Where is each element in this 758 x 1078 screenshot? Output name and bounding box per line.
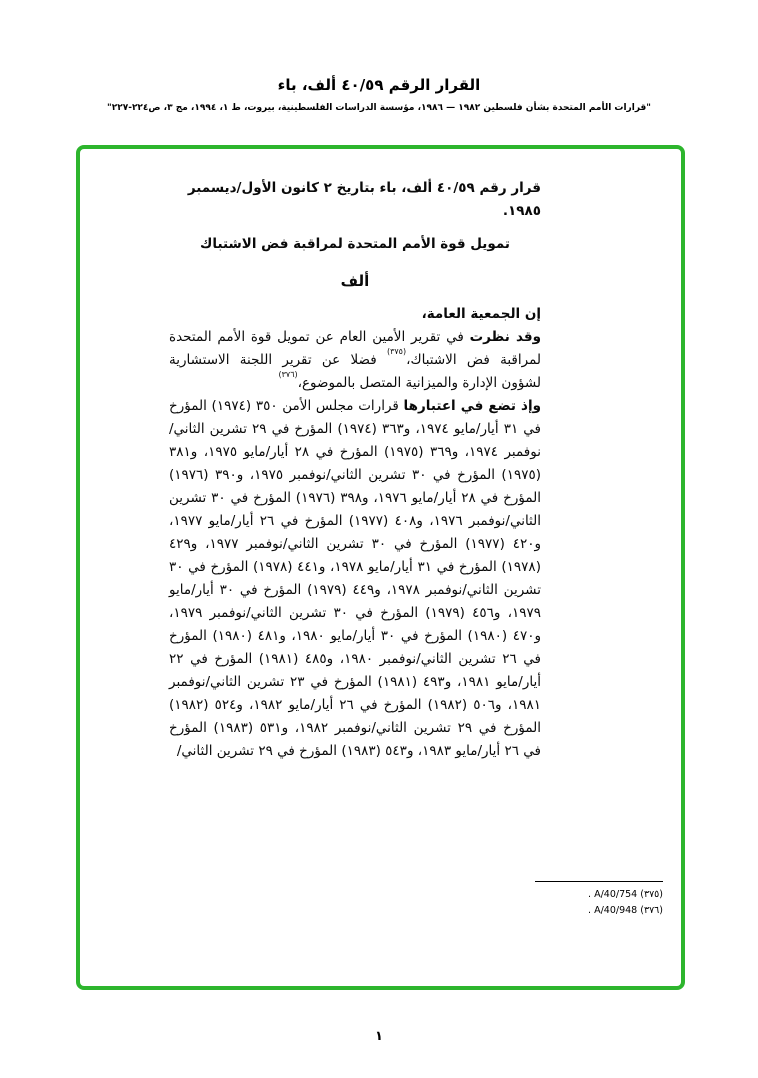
- resolution-subject: تمويل قوة الأمم المتحدة لمراقبة فض الاشتباك: [200, 236, 510, 252]
- footnote-marker: (٣٧٦): [640, 905, 663, 916]
- footnote-ref-375: (٣٧٥): [386, 346, 407, 356]
- resolution-heading: قرار رقم ٤٠/٥٩ ألف، باء بتاريخ ٢ كانون الأول/ديسمبر ١٩٨٥.: [187, 180, 541, 219]
- paragraph-lead-bearing: وإذ تضع في اعتبارها: [403, 398, 542, 414]
- section-label-alef: ألف: [340, 272, 370, 290]
- paragraph-text-b: فضلا عن تقرير اللجنة الاستشارية لشؤون الإدارة والميزانية المتصل بالموضوع،: [169, 352, 541, 391]
- footnotes-block: [503, 881, 663, 919]
- footnote-document-symbol: A/40/948: [594, 905, 638, 916]
- source-citation: "قرارات الأمم المتحدة بشأن فلسطين ١٩٨٢ — ١٩٨٦، مؤسسة الدراسات الفلسطينية، بيروت، ط ١، ١٩٩٤، مج ٣، ص٢٢٤-٢٢٧": [107, 103, 651, 113]
- paragraph-lead-considered: وقد نظرت: [469, 329, 541, 345]
- resolution-text-column: [169, 177, 541, 763]
- opening-line: إن الجمعية العامة،: [421, 306, 541, 322]
- paragraph-text-resolutions-list: قرارات مجلس الأمن ٣٥٠ (١٩٧٤) المؤرخ في ٣١ أيار/مايو ١٩٧٤، و٣٦٣ (١٩٧٤) المؤرخ في ٢٩ تشرين الثاني/نوفمبر ١٩٧٤، و٣٦٩ (١٩٧٥) المؤرخ في ٢٨ أيار/مايو ١٩٧٥، و٣٨١ (١٩٧٥) المؤرخ في ٣٠ تشرين الثاني/نوفمبر ١٩٧٥، و٣٩٠ (١٩٧٦) المؤرخ في ٢٨ أيار/مايو ١٩٧٦، و٣٩٨ (١٩٧٦) المؤرخ في ٣٠ تشرين الثاني/نوفمبر ١٩٧٦، و٤٠٨ (١٩٧٧) المؤرخ في ٢٦ أيار/مايو ١٩٧٧، و٤٢٠ (١٩٧٧) المؤرخ في ٣٠ تشرين الثاني/نوفمبر ١٩٧٧، و٤٢٩ (١٩٧٨) المؤرخ في ٣١ أيار/مايو ١٩٧٨، و٤٤١ (١٩٧٨) المؤرخ في ٣٠ تشرين الثاني/نوفمبر ١٩٧٨، و٤٤٩ (١٩٧٩) المؤرخ في ٣٠ أيار/مايو ١٩٧٩، و٤٥٦ (١٩٧٩) المؤرخ في ٣٠ تشرين الثاني/نوفمبر ١٩٧٩، و٤٧٠ (١٩٨٠) المؤرخ في ٣٠ أيار/مايو ١٩٨٠، و٤٨١ (١٩٨٠) المؤرخ في ٢٦ تشرين الثاني/نوفمبر ١٩٨٠، و٤٨٥ (١٩٨١) المؤرخ في ٢٢ أيار/مايو ١٩٨١، و٤٩٣ (١٩٨١) المؤرخ في ٢٣ تشرين الثاني/نوفمبر ١٩٨١، و٥٠٦ (١٩٨٢) المؤرخ في ٢٦ أيار/مايو ١٩٨٢، و٥٢٤ (١٩٨٢) المؤرخ في ٢٩ تشرين الثاني/نوفمبر ١٩٨٢، و٥٣١ (١٩٨٣) المؤرخ في ٢٦ أيار/مايو ١٩٨٣، و٥٤٣ (١٩٨٣) المؤرخ في ٢٩ تشرين الثاني/: [169, 398, 542, 759]
- footnote-separator-line: [535, 881, 663, 882]
- paragraph-having-considered: [169, 326, 541, 395]
- footnote-document-symbol: A/40/754: [594, 889, 638, 900]
- footnote-375: [503, 887, 663, 903]
- document-frame: [76, 145, 685, 990]
- page-number: ١: [375, 1029, 383, 1044]
- footnote-terminator: .: [588, 889, 592, 900]
- footnote-terminator: .: [588, 905, 592, 916]
- page-title: القرار الرقم ٤٠/٥٩ ألف، باء: [277, 76, 481, 94]
- footnote-ref-376: (٣٧٦): [278, 369, 298, 379]
- footnote-376: [503, 903, 663, 919]
- paragraph-text-a: في تقرير الأمين العام عن تمويل قوة الأمم المتحدة لمراقبة فض الاشتباك،: [169, 329, 541, 368]
- footnote-marker: (٣٧٥): [640, 889, 663, 900]
- paragraph-bearing-in-mind: [169, 395, 541, 763]
